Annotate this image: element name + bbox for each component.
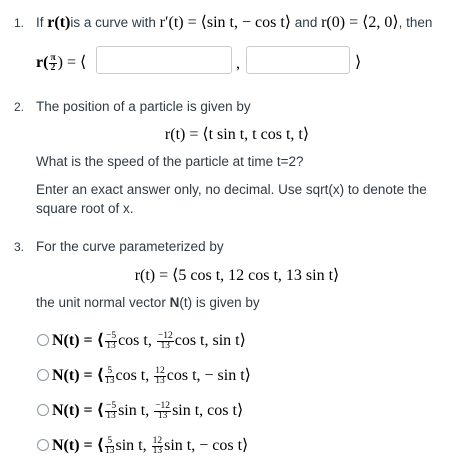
question-2-instructions: Enter an exact answer only, no decimal. Use sqrt(x) to denote the square root of x. — [36, 182, 427, 216]
question-2-question: What is the speed of the particle at time t=2? — [36, 154, 304, 169]
answer-lhs: r( $\frac{\pi}{2}$ ) = ⟨ — [36, 52, 87, 73]
question-1-prompt: If r(t)is a curve with r′(t) = ⟨sin t, − cos t⟩ and r(0) = ⟨2, 0⟩, then — [36, 14, 433, 31]
closing-bracket: ⟩ — [355, 54, 362, 71]
question-2-prompt: The position of a particle is given by — [36, 99, 251, 114]
question-number: 2. — [14, 100, 25, 114]
radio-button[interactable] — [37, 369, 49, 381]
question-number: 3. — [14, 240, 25, 254]
question-3-prompt: For the curve parameterized by — [36, 239, 224, 254]
choice-option[interactable] — [0, 361, 474, 389]
question-3-followup: the unit normal vector N(t) is given by — [36, 295, 260, 310]
question-2-equation: r(t) = ⟨t sin t, t cos t, t⟩ — [164, 126, 310, 143]
answer-input-2[interactable] — [246, 46, 350, 74]
choice-option[interactable] — [0, 326, 474, 354]
question-3-equation: r(t) = ⟨5 cos t, 12 cos t, 13 sin t⟩ — [134, 267, 340, 284]
question-number: 1. — [14, 16, 25, 30]
answer-input-1[interactable] — [96, 46, 232, 74]
choice-label: N(t) = ⟨ $\frac{5}{13}$ sin t, $\frac{12}{13}$ sin t, − cos t⟩ — [52, 435, 249, 456]
comma-separator: , — [236, 55, 240, 72]
radio-button[interactable] — [37, 334, 49, 346]
r-of-t: r(t) — [47, 14, 71, 31]
choice-label: N(t) = ⟨ $\frac{5}{13}$ cos t, $\frac{12}{13}$ cos t, − sin t⟩ — [52, 365, 251, 386]
choice-option[interactable] — [0, 396, 474, 424]
choice-option[interactable] — [0, 431, 474, 459]
choice-label: N(t) = ⟨ $\frac{-5}{13}$ cos t, $\frac{-12}{13}$ cos t, sin t⟩ — [52, 330, 246, 351]
radio-button[interactable] — [37, 404, 49, 416]
radio-button[interactable] — [37, 439, 49, 451]
r-zero-equation: r(0) = ⟨2, 0⟩ — [321, 14, 399, 31]
r-prime-equation: r′(t) = ⟨sin t, − cos t⟩ — [159, 14, 292, 31]
choice-label: N(t) = ⟨ $\frac{-5}{13}$ sin t, $\frac{-12}{13}$ sin t, cos t⟩ — [52, 400, 244, 421]
answer-row — [36, 46, 456, 76]
